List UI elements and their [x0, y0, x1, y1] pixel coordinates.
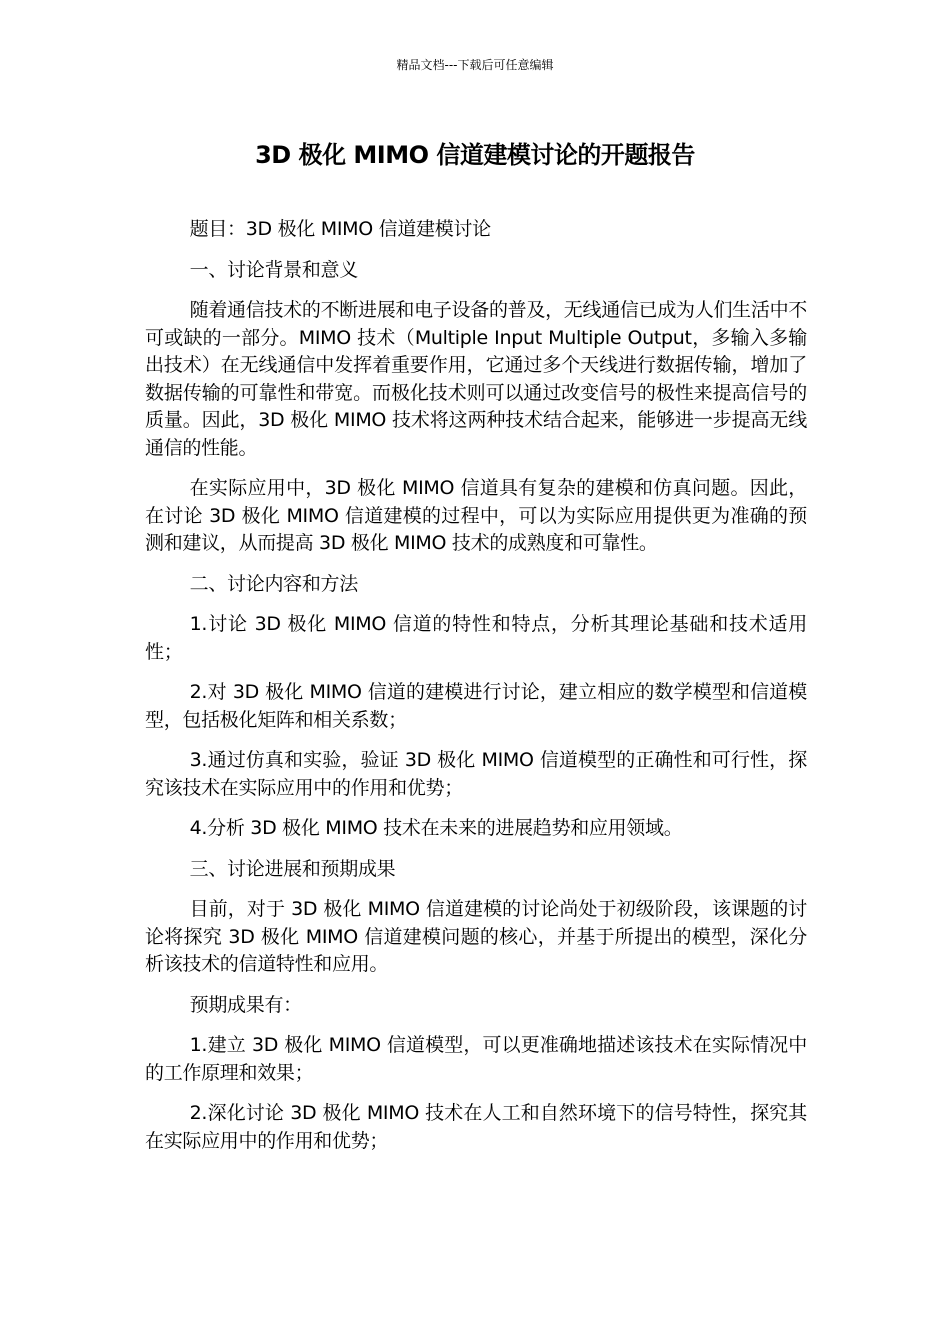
expected-results-label: 预期成果有： [189, 993, 302, 1016]
paragraph-background: 随着通信技术的不断进展和电子设备的普及，无线通信已成为人们生活中不可或缺的一部分。MIMO 技术（Multiple Input Multiple Output，多输入多输出技术）在无线通信中发挥着重要作用，它通过多个天线进行数据传输，增加了数据传输的可靠性和带宽。而极化技术则可以通过改变信号的极性来提高信号的质量。因此，3D 极化 MIMO 技术将这两种技术结合起来，能够进一步提高无线通信的性能。 [145, 299, 807, 459]
document-title: 3D 极化 MIMO 信道建模讨论的开题报告 [255, 141, 695, 169]
page-header: 精品文档---下载后可任意编辑 [396, 58, 554, 72]
document-body [145, 216, 807, 1168]
method-item-2: 2.对 3D 极化 MIMO 信道的建模进行讨论，建立相应的数学模型和信道模型，包括极化矩阵和相关系数； [145, 681, 807, 731]
section-heading-methods: 二、讨论内容和方法 [189, 572, 358, 595]
method-item-1: 1.讨论 3D 极化 MIMO 信道的特性和特点，分析其理论基础和技术适用性； [145, 613, 807, 663]
paragraph-progress: 目前，对于 3D 极化 MIMO 信道建模的讨论尚处于初级阶段，该课题的讨论将探究 3D 极化 MIMO 信道建模问题的核心，并基于所提出的模型，深化分析该技术的信道特性和应用。 [145, 898, 807, 975]
result-item-1: 1.建立 3D 极化 MIMO 信道模型，可以更准确地描述该技术在实际情况中的工作原理和效果； [145, 1034, 807, 1084]
method-item-4: 4.分析 3D 极化 MIMO 技术在未来的进展趋势和应用领域。 [189, 817, 683, 839]
result-item-2: 2.深化讨论 3D 极化 MIMO 技术在人工和自然环境下的信号特性，探究其在实际应用中的作用和优势； [145, 1102, 807, 1152]
topic-line: 题目：3D 极化 MIMO 信道建模讨论 [189, 218, 491, 240]
method-item-3: 3.通过仿真和实验，验证 3D 极化 MIMO 信道模型的正确性和可行性，探究该技术在实际应用中的作用和优势； [145, 749, 807, 799]
paragraph-application: 在实际应用中，3D 极化 MIMO 信道具有复杂的建模和仿真问题。因此，在讨论 3D 极化 MIMO 信道建模的过程中，可以为实际应用提供更为准确的预测和建议，从而提高 3D 极化 MIMO 技术的成熟度和可靠性。 [145, 477, 807, 554]
section-heading-background: 一、讨论背景和意义 [189, 258, 358, 281]
section-heading-progress: 三、讨论进展和预期成果 [189, 857, 396, 880]
